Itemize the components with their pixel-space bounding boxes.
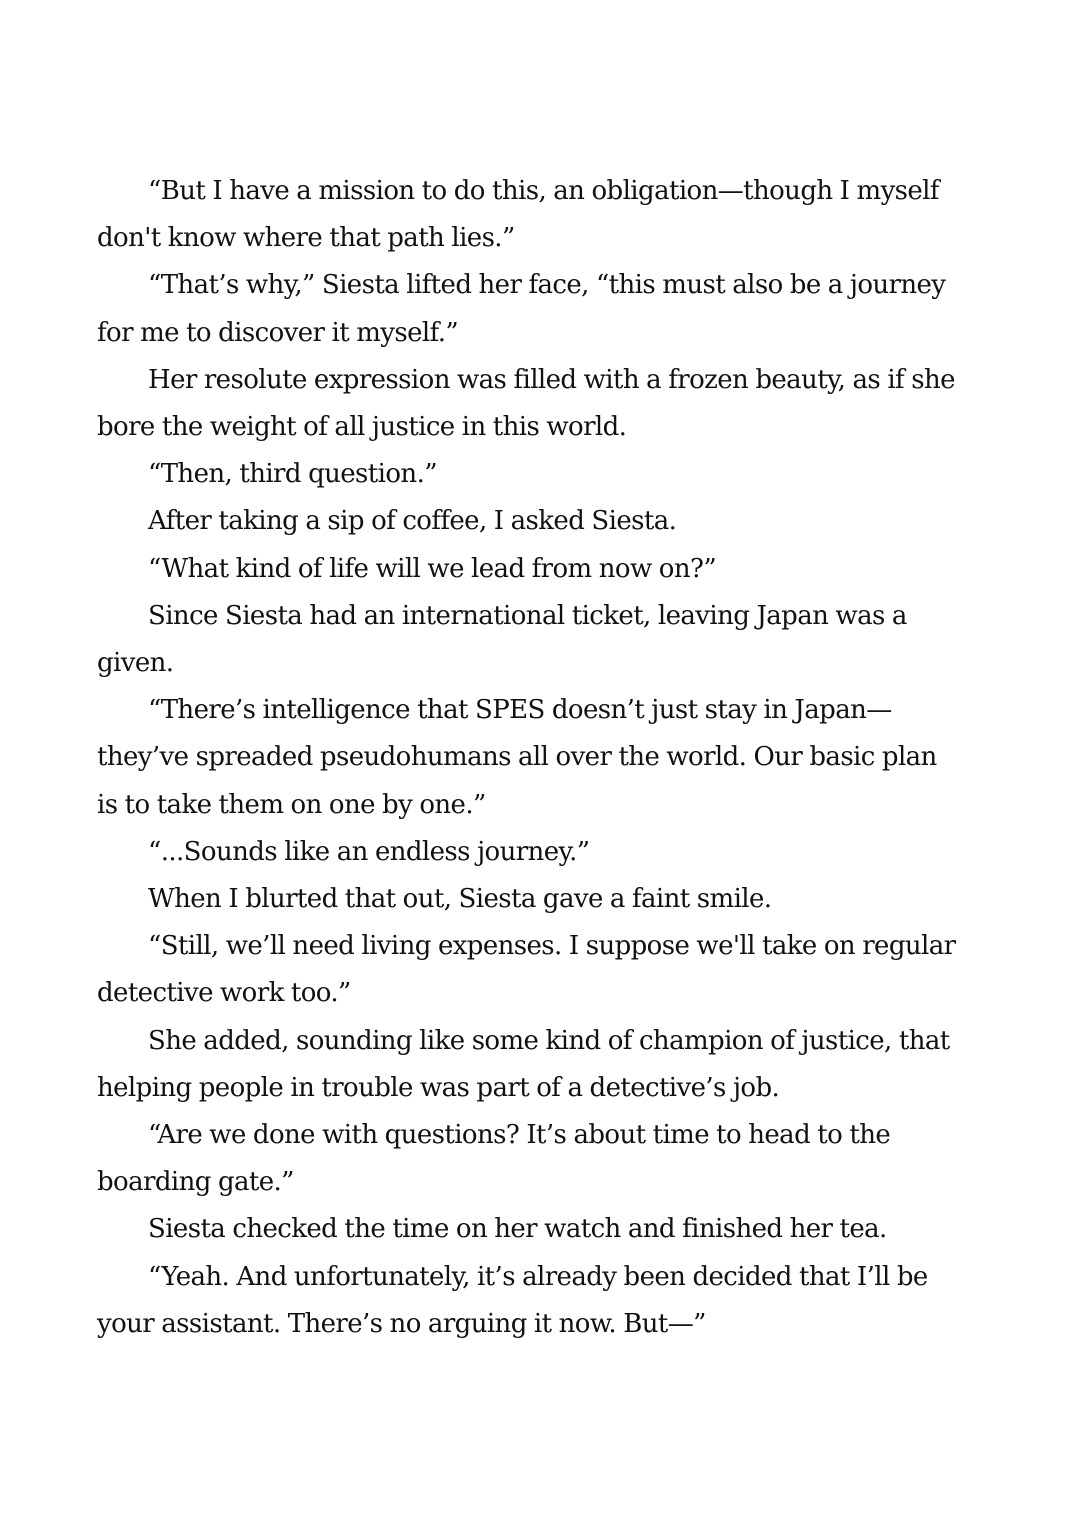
paragraph: After taking a sip of coffee, I asked Siesta. xyxy=(148,506,677,537)
paragraph: When I blurted that out, Siesta gave a faint smile. xyxy=(148,884,772,915)
paragraph: “But I have a mission to do this, an obligation—though I myself don't know where that path lies.” xyxy=(97,176,939,254)
paragraph: She added, sounding like some kind of champion of justice, that helping people in trouble was part of a detective’s job. xyxy=(97,1025,950,1103)
page-body-text xyxy=(97,168,957,1348)
paragraph: Since Siesta had an international ticket, leaving Japan was a given. xyxy=(97,600,907,679)
paragraph: “What kind of life will we lead from now on?” xyxy=(148,553,717,584)
paragraph: “Yeah. And unfortunately, it’s already been decided that I’ll be your assistant. There’s no arguing it now. But—” xyxy=(97,1261,928,1339)
paragraph: Siesta checked the time on her watch and finished her tea. xyxy=(148,1214,887,1245)
paragraph: “Then, third question.” xyxy=(148,459,437,490)
paragraph: “Are we done with questions? It’s about time to head to the boarding gate.” xyxy=(97,1120,891,1198)
paragraph: “Still, we’ll need living expenses. I suppose we'll take on regular detective work too.” xyxy=(97,931,956,1009)
paragraph: “That’s why,” Siesta lifted her face, “this must also be a journey for me to discover it myself.” xyxy=(97,270,946,348)
paragraph: “There’s intelligence that SPES doesn’t just stay in Japan— they’ve spreaded pseudohumans all over the world. Our basic plan is to take them on one by one.” xyxy=(97,695,937,820)
paragraph: “...Sounds like an endless journey.” xyxy=(148,836,590,867)
paragraph: Her resolute expression was filled with a frozen beauty, as if she bore the weight of all justice in this world. xyxy=(97,364,955,443)
